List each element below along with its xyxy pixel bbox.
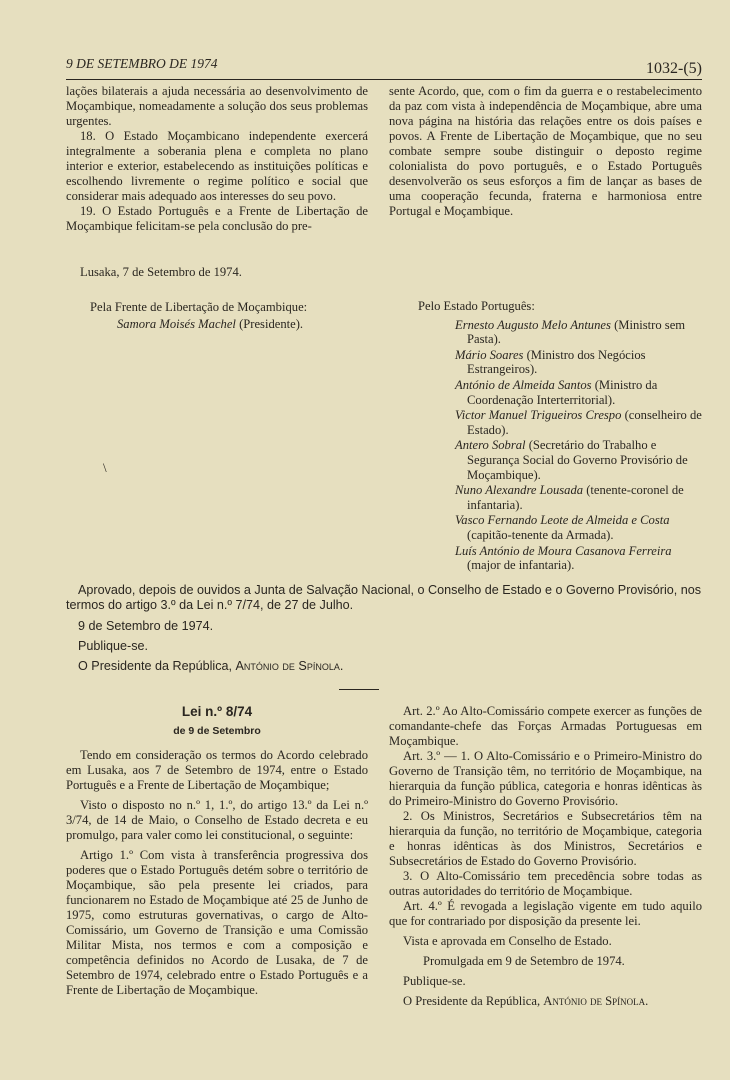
signatory <box>90 316 390 333</box>
signatory-name: Mário Soares <box>455 347 524 362</box>
publish-line: Publique-se. <box>78 639 149 653</box>
signatory-role: (Ministro sem Pasta). <box>467 317 686 347</box>
paragraph-19: 19. O Estado Português e a Frente de Libertação de Moçambique felicitam-se pela conclusão do pre- <box>66 204 368 233</box>
signatory-role: (Presidente). <box>239 317 304 331</box>
page-number: 1032-(5) <box>646 60 702 77</box>
signatory <box>430 483 708 512</box>
section-divider <box>339 689 379 690</box>
portugal-signatures <box>418 299 708 574</box>
president-prefix: O Presidente da República, <box>78 659 233 673</box>
agreement-left-column <box>66 84 368 234</box>
signatory-role: (major de infantaria). <box>467 558 575 573</box>
president-signature <box>389 994 702 1009</box>
promulgated-line: Promulgada em 9 de Setembro de 1974. <box>423 954 625 968</box>
agreement-right-column <box>389 84 702 219</box>
signatory <box>430 513 708 542</box>
approved-line: Vista e aprovada em Conselho de Estado. <box>403 934 612 948</box>
president-prefix: O Presidente da República, <box>403 994 541 1008</box>
signatory-name: Samora Moisés Machel <box>117 317 236 331</box>
header-date: 9 DE SETEMBRO DE 1974 <box>66 56 218 71</box>
signatory-name: Antero Sobral <box>455 438 526 453</box>
signatory-name: Ernesto Augusto Melo Antunes <box>455 317 611 332</box>
stray-mark: \ <box>103 460 107 475</box>
signatory <box>430 348 708 377</box>
signatory-name: Nuno Alexandre Lousada <box>455 483 584 498</box>
president-signature <box>66 659 702 674</box>
law-title: Lei n.º 8/74 <box>181 704 253 719</box>
signatory <box>430 318 708 347</box>
signatory-name: Luís António de Moura Casanova Ferreira <box>455 543 672 558</box>
law-left-column <box>66 748 368 1003</box>
page-header <box>66 56 702 80</box>
approval-text: Aprovado, depois de ouvidos a Junta de Salvação Nacional, o Conselho de Estado e o Governo Provisório, nos termos do artigo 3.º da Lei n.º 7/74, de 27 de Julho. <box>66 583 702 612</box>
article-4: Art. 4.º É revogada a legislação vigente em tudo aquilo que for contrariado por disposição da presente lei. <box>389 899 702 928</box>
paragraph: sente Acordo, que, com o fim da guerra e o restabelecimento da paz com vista à independência de Moçambique, abre uma nova página na história das relações entre os dois países e povos. A Frente de Libertação de Moçambique, que no seu combate sempre soube distinguir o deposto regime colonialista do povo português, e o Estado Português desenvolverão os seus esforços a fim de lançar as bases de uma cooperação fecunda, fraterna e harmoniosa entre Portugal e Moçambique. <box>389 84 702 218</box>
signatory-name: António de Almeida Santos <box>455 377 592 392</box>
law-right-column <box>389 704 702 1009</box>
signatory <box>430 438 708 482</box>
article-3-2: 2. Os Ministros, Secretários e Subsecretários têm na hierarquia da função, no território de Moçambique, categoria e honras idênticas às dos Ministros, Secretários e Subsecretários de Estado do Governo Provisório. <box>389 809 702 868</box>
law-subtitle: de 9 de Setembro <box>173 725 261 737</box>
signatory-role: (Ministro da Coordenação Interterritorial). <box>467 377 658 407</box>
paragraph: lações bilaterais a ajuda necessária ao desenvolvimento de Moçambique, nomeadamente a solução dos seus problemas urgentes. <box>66 84 368 128</box>
law-heading <box>66 704 368 737</box>
signatory <box>430 378 708 407</box>
signatory-name: Vasco Fernando Leote de Almeida e Costa <box>455 513 670 528</box>
paragraph-18: 18. O Estado Moçambicano independente exercerá integralmente a soberania plena e completa no plano interior e exterior, estabelecendo as instituições políticas e escolhendo livremente o regime político e social que considerar mais adequado aos interesses do seu povo. <box>66 129 368 203</box>
preamble-paragraph: Tendo em consideração os termos do Acordo celebrado em Lusaka, aos 7 de Setembro de 1974, entre o Estado Português e a Frente de Libertação de Moçambique; <box>66 748 368 792</box>
signatory-role: (Secretário do Trabalho e Segurança Social do Governo Provisório de Moçambique). <box>467 438 688 482</box>
article-3-1: Art. 3.º — 1. O Alto-Comissário e o Primeiro-Ministro do Governo de Transição têm, no território de Moçambique, na hierarquia da função pública, categoria e honras idênticas às do Primeiro-Ministro do Governo Provisório. <box>389 749 702 808</box>
article-2: Art. 2.º Ao Alto-Comissário compete exercer as funções de comandante-chefe das Forças Armadas Portuguesas em Moçambique. <box>389 704 702 748</box>
president-name: António de Spínola. <box>543 994 649 1008</box>
signature-block-title: Pela Frente de Libertação de Moçambique: <box>90 300 308 314</box>
approval-date: 9 de Setembro de 1974. <box>78 619 214 633</box>
president-name: António de Spínola. <box>235 659 344 673</box>
signatory-role: (conselheiro de Estado). <box>467 408 702 437</box>
signatory <box>430 544 708 573</box>
article-1: Artigo 1.º Com vista à transferência progressiva dos poderes que o Estado Português detém sobre o território de Moçambique, são pela presente lei criados, para funcionarem no Estado de Moçambique até 25 de Junho de 1975, como estruturas governativas, o cargo de Alto-Comissário, um Governo de Transição e uma Comissão Militar Mista, nos termos e com a composição e competência definidos no Acordo de Lusaka, de 7 de Setembro de 1974, celebrado entre o Estado Português e a Frente de Libertação de Moçambique. <box>66 848 368 997</box>
approval-block <box>66 583 702 679</box>
place-date: Lusaka, 7 de Setembro de 1974. <box>80 265 242 279</box>
signatory-role: (Ministro dos Negócios Estrangeiros). <box>467 347 646 377</box>
frelimo-signatures <box>90 299 390 333</box>
signatory-name: Victor Manuel Trigueiros Crespo <box>455 408 622 423</box>
preamble-paragraph: Visto o disposto no n.º 1, 1.º, do artigo 13.º da Lei n.º 3/74, de 14 de Maio, o Conselho de Estado decreta e eu promulgo, para valer como lei constitucional, o seguinte: <box>66 798 368 842</box>
signatory <box>430 408 708 437</box>
article-3-3: 3. O Alto-Comissário tem precedência sobre todas as outras autoridades do território de Moçambique. <box>389 869 702 898</box>
signatory-role: (tenente-coronel de infantaria). <box>467 483 684 512</box>
signature-block-title: Pelo Estado Português: <box>418 299 535 313</box>
signatory-role: (capitão-tenente da Armada). <box>467 527 614 542</box>
publish-line: Publique-se. <box>403 974 466 988</box>
